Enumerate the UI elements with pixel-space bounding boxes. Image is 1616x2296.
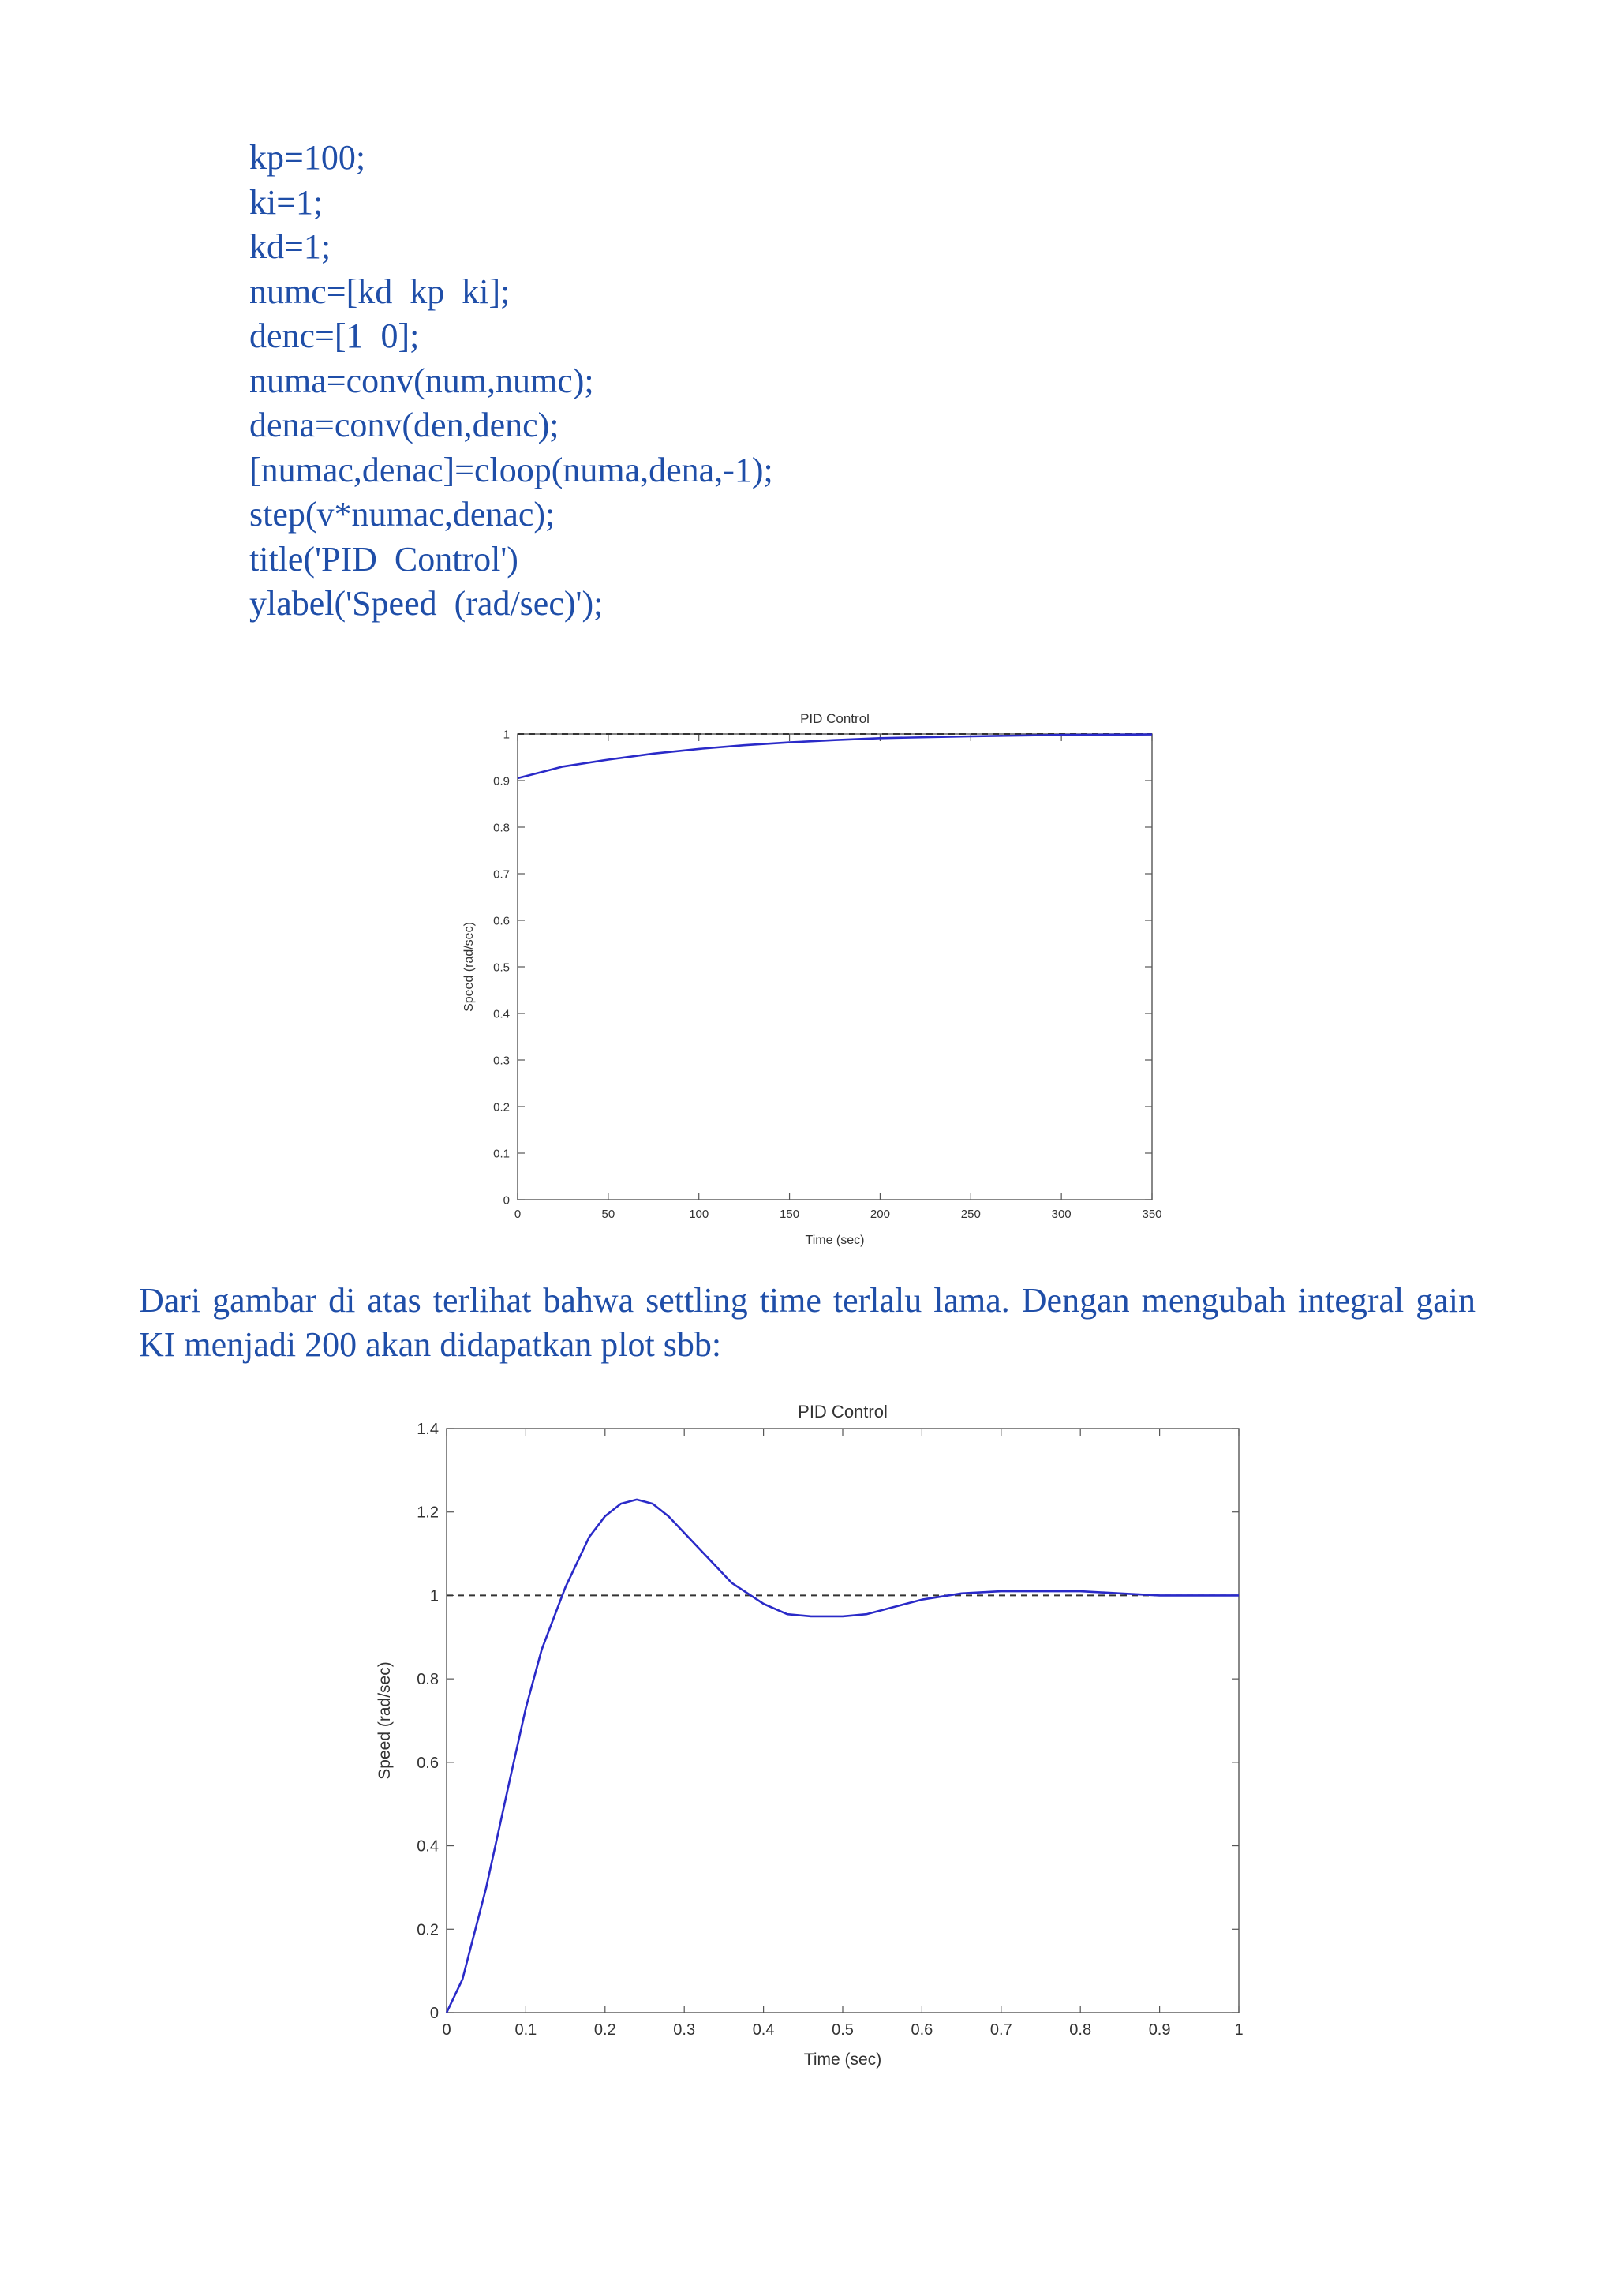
- code-line: ki=1;: [249, 182, 324, 222]
- plot-frame: [518, 734, 1152, 1200]
- y-tick-label: 0.9: [493, 774, 510, 788]
- pid-control-chart-2: [355, 1389, 1270, 2084]
- x-tick-label: 1: [1234, 2021, 1244, 2039]
- x-tick-label: 150: [780, 1208, 800, 1221]
- x-tick-label: 0.3: [673, 2021, 696, 2039]
- x-tick-label: 100: [689, 1208, 709, 1221]
- x-tick-label: 350: [1142, 1208, 1162, 1221]
- pid-control-chart-1: [442, 695, 1199, 1255]
- x-tick-label: 0.4: [752, 2021, 775, 2039]
- chart-title: PID Control: [800, 711, 870, 726]
- x-tick-label: 0.7: [989, 2021, 1012, 2039]
- x-tick-label: 0.1: [514, 2021, 537, 2039]
- y-tick-label: 0.4: [493, 1007, 510, 1021]
- y-tick-label: 0.4: [417, 1837, 439, 1856]
- code-line: denc=[1 0];: [249, 316, 420, 355]
- code-line: step(v*numac,denac);: [249, 495, 556, 534]
- y-tick-label: 0.6: [417, 1754, 439, 1772]
- y-tick-label: 0: [503, 1193, 510, 1208]
- code-line: kd=1;: [249, 227, 331, 266]
- y-tick-label: 0.8: [417, 1671, 439, 1689]
- chart-title: PID Control: [798, 1402, 888, 1421]
- y-axis-label: Speed (rad/sec): [376, 1661, 394, 1780]
- code-line: numa=conv(num,numc);: [249, 361, 594, 400]
- x-axis-label: Time (sec): [805, 1234, 865, 1247]
- y-tick-label: 0.8: [493, 821, 510, 835]
- x-tick-label: 0.2: [593, 2021, 616, 2039]
- x-tick-label: 0.5: [832, 2021, 854, 2039]
- body-paragraph: Dari gambar di atas terlihat bahwa settling time terlalu lama. Dengan mengubah integral gain KI menjadi 200 akan didapatkan plot sbb:: [139, 1281, 1476, 1364]
- y-tick-label: 1.2: [417, 1504, 439, 1522]
- code-line: numc=[kd kp ki];: [249, 272, 511, 311]
- y-tick-label: 0: [429, 2005, 439, 2022]
- series-line: [447, 1500, 1239, 2013]
- x-tick-label: 0: [442, 2021, 451, 2039]
- x-tick-label: 300: [1051, 1208, 1072, 1221]
- code-line: title('PID Control'): [249, 539, 518, 579]
- code-line: ylabel('Speed (rad/sec)');: [249, 584, 604, 623]
- x-tick-label: 50: [601, 1208, 615, 1221]
- series-line: [518, 735, 1152, 778]
- x-tick-label: 0: [514, 1208, 522, 1221]
- y-tick-label: 0.5: [493, 961, 510, 975]
- y-tick-label: 0.2: [417, 1921, 439, 1939]
- y-tick-label: 1.4: [417, 1421, 439, 1438]
- y-tick-label: 0.6: [493, 914, 510, 928]
- x-tick-label: 0.8: [1069, 2021, 1092, 2039]
- y-axis-label: Speed (rad/sec): [462, 922, 476, 1012]
- code-line: dena=conv(den,denc);: [249, 406, 559, 444]
- plot-frame: [447, 1429, 1239, 2013]
- y-tick-label: 0.3: [493, 1054, 510, 1068]
- code-block: [249, 136, 773, 627]
- y-tick-label: 0.2: [493, 1100, 510, 1114]
- code-line: [numac,denac]=cloop(numa,dena,-1);: [249, 450, 773, 489]
- y-tick-label: 0.1: [493, 1147, 510, 1161]
- x-axis-label: Time (sec): [803, 2051, 882, 2069]
- y-tick-label: 1: [429, 1587, 439, 1605]
- x-tick-label: 200: [870, 1208, 890, 1221]
- y-tick-label: 0.7: [493, 867, 510, 882]
- code-line: kp=100;: [249, 138, 366, 177]
- y-tick-label: 1: [503, 728, 510, 742]
- x-tick-label: 250: [960, 1208, 981, 1221]
- x-tick-label: 0.6: [911, 2021, 933, 2039]
- x-tick-label: 0.9: [1148, 2021, 1171, 2039]
